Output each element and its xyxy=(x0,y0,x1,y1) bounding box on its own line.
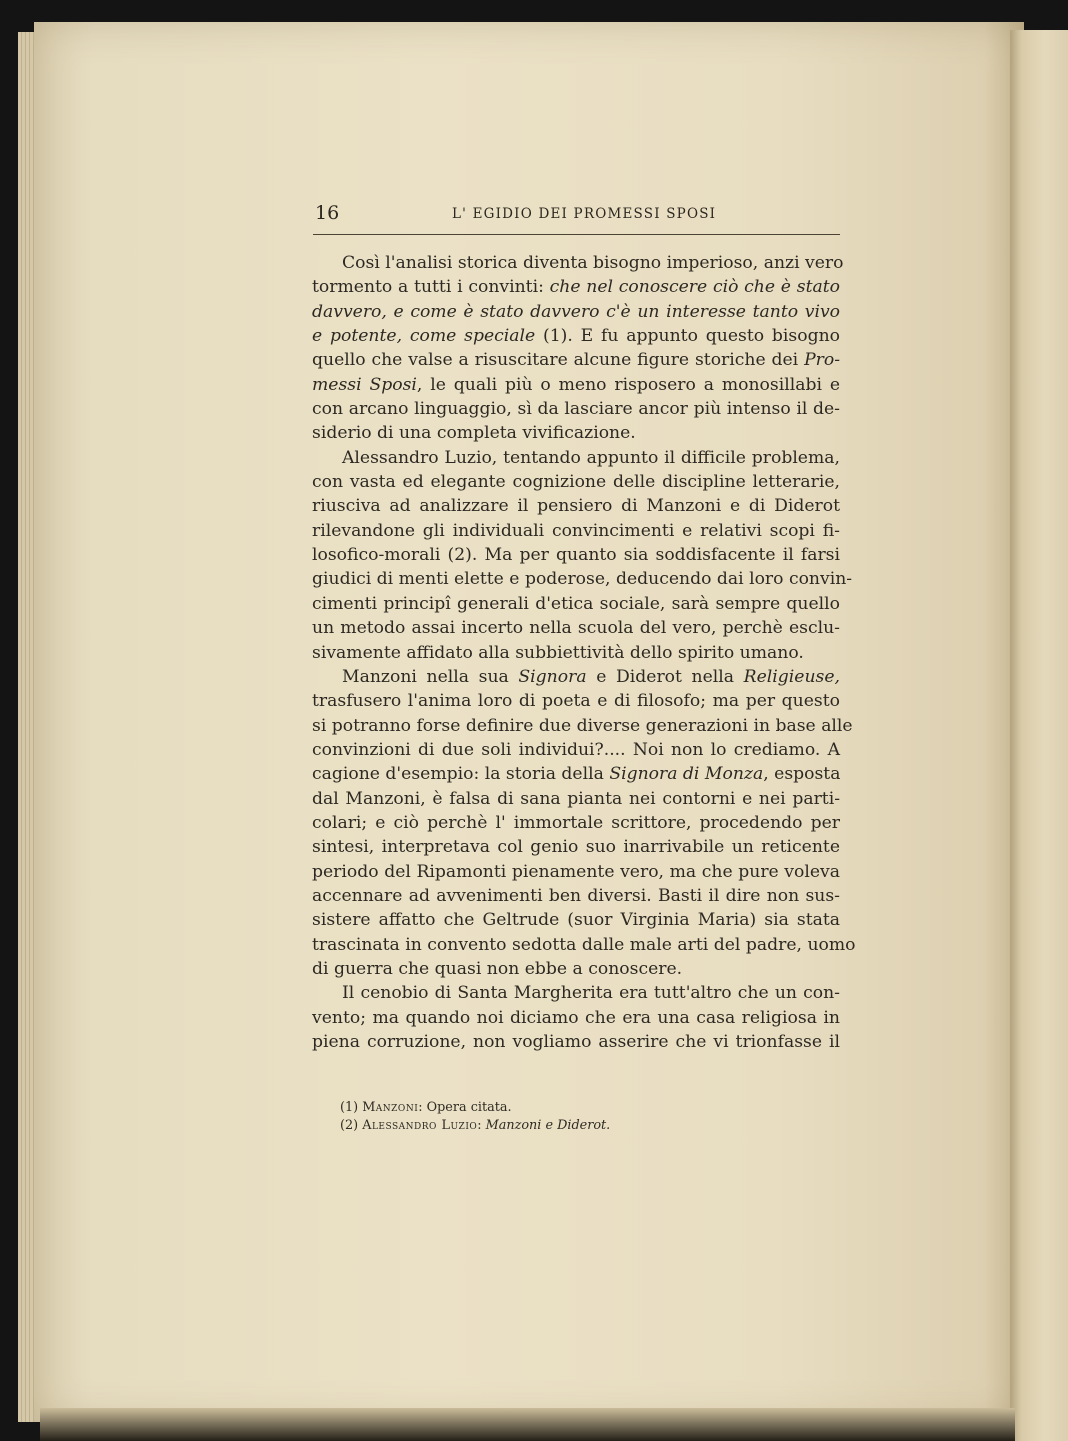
text-line: periodo del Ripamonti pienamente vero, ma che pure voleva xyxy=(312,861,840,882)
footnote-author: Alessandro Luzio xyxy=(362,1118,478,1133)
text-line: sintesi, interpretava col genio suo inarrivabile un reticente xyxy=(312,837,840,858)
footnote-text: : Opera citata. xyxy=(418,1100,512,1115)
footnote-text: : xyxy=(477,1118,486,1133)
text-line: con vasta ed elegante cognizione delle discipline letterarie, xyxy=(312,472,840,493)
facing-page-edge xyxy=(1010,30,1068,1441)
text-span: (1). E fu appunto questo bisogno xyxy=(535,326,841,347)
italic-title: messi Sposi xyxy=(312,374,417,395)
italic-title: Signora xyxy=(518,666,587,687)
text-line xyxy=(312,665,840,689)
page-number: 16 xyxy=(315,202,340,224)
page-header xyxy=(313,200,840,235)
text-line: trasfusero l'anima loro di poeta e di filosofo; ma per questo xyxy=(312,691,840,712)
text-span: tormento a tutti i convinti: xyxy=(312,277,550,298)
text-line: con arcano linguaggio, sì da lasciare ancor più intenso il de- xyxy=(312,399,840,420)
text-line xyxy=(312,324,840,348)
text-line xyxy=(312,373,840,397)
text-line: dal Manzoni, è falsa di sana pianta nei contorni e nei parti- xyxy=(312,788,840,809)
text-line: losofico-morali (2). Ma per quanto sia soddisfacente il farsi xyxy=(312,545,840,566)
text-line: colari; e ciò perchè l' immortale scrittore, procedendo per xyxy=(312,812,840,833)
text-line: sivamente affidato alla subbiettività dello spirito umano. xyxy=(312,642,804,663)
italic-quote: davvero, e come è stato davvero c'è un interesse tanto vivo xyxy=(312,301,840,322)
text-line: sistere affatto che Geltrude (suor Virginia Maria) sia stata xyxy=(312,910,840,931)
text-span: Manzoni nella sua xyxy=(342,666,519,687)
footnote-2 xyxy=(340,1117,760,1135)
text-line: piena corruzione, non vogliamo asserire che vi trionfasse il xyxy=(312,1032,840,1052)
footnote-number: (2) xyxy=(340,1118,363,1133)
text-span: , esposta xyxy=(763,764,841,785)
italic-quote: e potente, come speciale xyxy=(312,326,536,347)
italic-title: Pro- xyxy=(804,350,840,371)
text-line: accennare ad avvenimenti ben diversi. Basti il dire non sus- xyxy=(312,885,840,906)
text-line: giudici di menti elette e poderose, deducendo dai loro convin- xyxy=(312,569,853,590)
text-line: siderio di una completa vivificazione. xyxy=(312,423,636,444)
text-line: convinzioni di due soli individui?.... Noi non lo crediamo. A xyxy=(312,739,840,760)
text-line xyxy=(312,275,840,299)
text-line: si potranno forse definire due diverse generazioni in base alle xyxy=(312,715,853,736)
footnote-title: Manzoni e Diderot. xyxy=(485,1118,611,1133)
text-line: riusciva ad analizzare il pensiero di Manzoni e di Diderot xyxy=(312,496,840,517)
italic-title: Religieuse, xyxy=(743,666,840,687)
text-line: trascinata in convento sedotta dalle male arti del padre, uomo xyxy=(312,934,856,955)
running-title: L' EGIDIO DEI PROMESSI SPOSI xyxy=(452,206,717,222)
text-line xyxy=(312,300,840,324)
text-line: cimenti principî generali d'etica sociale, sarà sempre quello xyxy=(312,593,840,614)
body-text xyxy=(312,251,856,1054)
text-line xyxy=(312,762,840,786)
footnote-number: (1) xyxy=(340,1100,363,1115)
text-span: cagione d'esempio: la storia della xyxy=(312,764,610,785)
page-bottom-shadow xyxy=(40,1408,1015,1441)
text-line: di guerra che quasi non ebbe a conoscere. xyxy=(312,958,683,979)
text-line: rilevandone gli individuali convincimenti e relativi scopi fi- xyxy=(312,520,840,541)
text-line: Così l'analisi storica diventa bisogno imperioso, anzi vero xyxy=(342,253,844,273)
footnotes xyxy=(340,1099,760,1135)
text-line: Alessandro Luzio, tentando appunto il difficile problema, xyxy=(342,447,840,468)
text-line xyxy=(312,348,840,372)
footnote-1 xyxy=(340,1099,760,1117)
footnote-author: Manzoni xyxy=(362,1100,419,1115)
text-span: , le quali più o meno risposero a monosillabi e xyxy=(416,374,840,395)
text-span: e Diderot nella xyxy=(586,666,744,687)
text-span: quello che valse a risuscitare alcune figure storiche dei xyxy=(312,350,805,371)
text-line: un metodo assai incerto nella scuola del vero, perchè esclu- xyxy=(312,618,840,639)
italic-title: Signora di Monza xyxy=(609,764,764,785)
text-line: Il cenobio di Santa Margherita era tutt'altro che un con- xyxy=(342,983,840,1004)
text-line: vento; ma quando noi diciamo che era una casa religiosa in xyxy=(312,1007,840,1028)
italic-quote: che nel conoscere ciò che è stato xyxy=(549,277,840,298)
